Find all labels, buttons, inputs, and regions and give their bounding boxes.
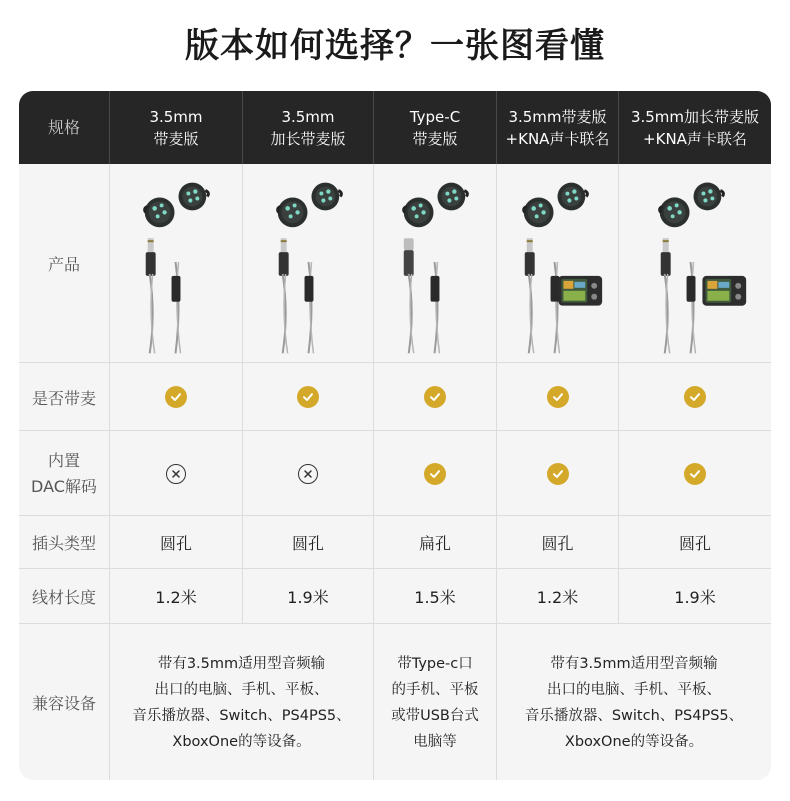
check-circle-icon [684, 386, 706, 408]
compat-desc-3: 带有3.5mm适用型音频输 出口的电脑、手机、平板、 音乐播放器、Switch、PS4PS5、 XboxOne的等设备。 [496, 624, 771, 780]
mic-row [19, 362, 771, 431]
cross-circle-icon [166, 464, 186, 484]
earphone-image [243, 164, 373, 362]
mic-cell [618, 363, 771, 431]
check-circle-icon [424, 386, 446, 408]
earphone-image [110, 164, 242, 362]
cross-circle-icon [298, 464, 318, 484]
row-label-compat: 兼容设备 [31, 694, 96, 713]
plug-value: 圆孔 [618, 516, 771, 569]
plug-value: 圆孔 [496, 516, 618, 569]
length-value: 1.9米 [618, 569, 771, 624]
row-label-dac: 内置 DAC解码 [31, 450, 97, 496]
check-circle-icon [684, 463, 706, 485]
dac-cell [496, 431, 618, 516]
check-circle-icon [547, 386, 569, 408]
compat-row [19, 623, 771, 780]
product-image-3 [373, 164, 496, 362]
dac-cell [618, 431, 771, 516]
compat-desc-2: 带Type-c口 的手机、平板 或带USB台式 电脑等 [373, 624, 496, 780]
row-label-product: 产品 [47, 254, 80, 274]
mic-cell [242, 363, 373, 431]
mic-cell [496, 363, 618, 431]
row-label-length: 线材长度 [31, 588, 96, 607]
page-title: 版本如何选择？一张图看懂 [185, 26, 605, 66]
row-label-mic: 是否带麦 [31, 388, 96, 408]
plug-value: 圆孔 [242, 516, 373, 569]
header-col-2: 3.5mm 加长带麦版 [242, 91, 373, 164]
product-image-5 [618, 164, 771, 362]
plug-row [19, 515, 771, 569]
row-label-plug: 插头类型 [31, 534, 96, 553]
earphone-typec-image [374, 164, 496, 362]
header-col-1: 3.5mm 带麦版 [109, 91, 242, 164]
product-image-1 [109, 164, 242, 362]
mic-cell [109, 363, 242, 431]
table-header [19, 91, 771, 164]
earphone-soundcard-image [497, 164, 618, 362]
length-value: 1.2米 [109, 569, 242, 624]
header-spec: 规格 [47, 117, 80, 137]
check-circle-icon [297, 386, 319, 408]
check-circle-icon [165, 386, 187, 408]
header-col-3: Type-C 带麦版 [373, 91, 496, 164]
length-row [19, 568, 771, 624]
comparison-table [19, 91, 771, 780]
earphone-soundcard-image [619, 164, 771, 362]
product-image-2 [242, 164, 373, 362]
product-row [19, 164, 771, 362]
length-value: 1.5米 [373, 569, 496, 624]
dac-cell [373, 431, 496, 516]
dac-cell [242, 431, 373, 516]
plug-value: 扁孔 [373, 516, 496, 569]
product-image-4 [496, 164, 618, 362]
compat-desc-1: 带有3.5mm适用型音频输 出口的电脑、手机、平板、 音乐播放器、Switch、PS4PS5、 XboxOne的等设备。 [109, 624, 373, 780]
header-col-5: 3.5mm加长带麦版 +KNA声卡联名 [618, 91, 771, 164]
header-col-4: 3.5mm带麦版 +KNA声卡联名 [496, 91, 618, 164]
check-circle-icon [424, 463, 446, 485]
check-circle-icon [547, 463, 569, 485]
dac-cell [109, 431, 242, 516]
plug-value: 圆孔 [109, 516, 242, 569]
dac-row [19, 430, 771, 516]
mic-cell [373, 363, 496, 431]
length-value: 1.2米 [496, 569, 618, 624]
length-value: 1.9米 [242, 569, 373, 624]
